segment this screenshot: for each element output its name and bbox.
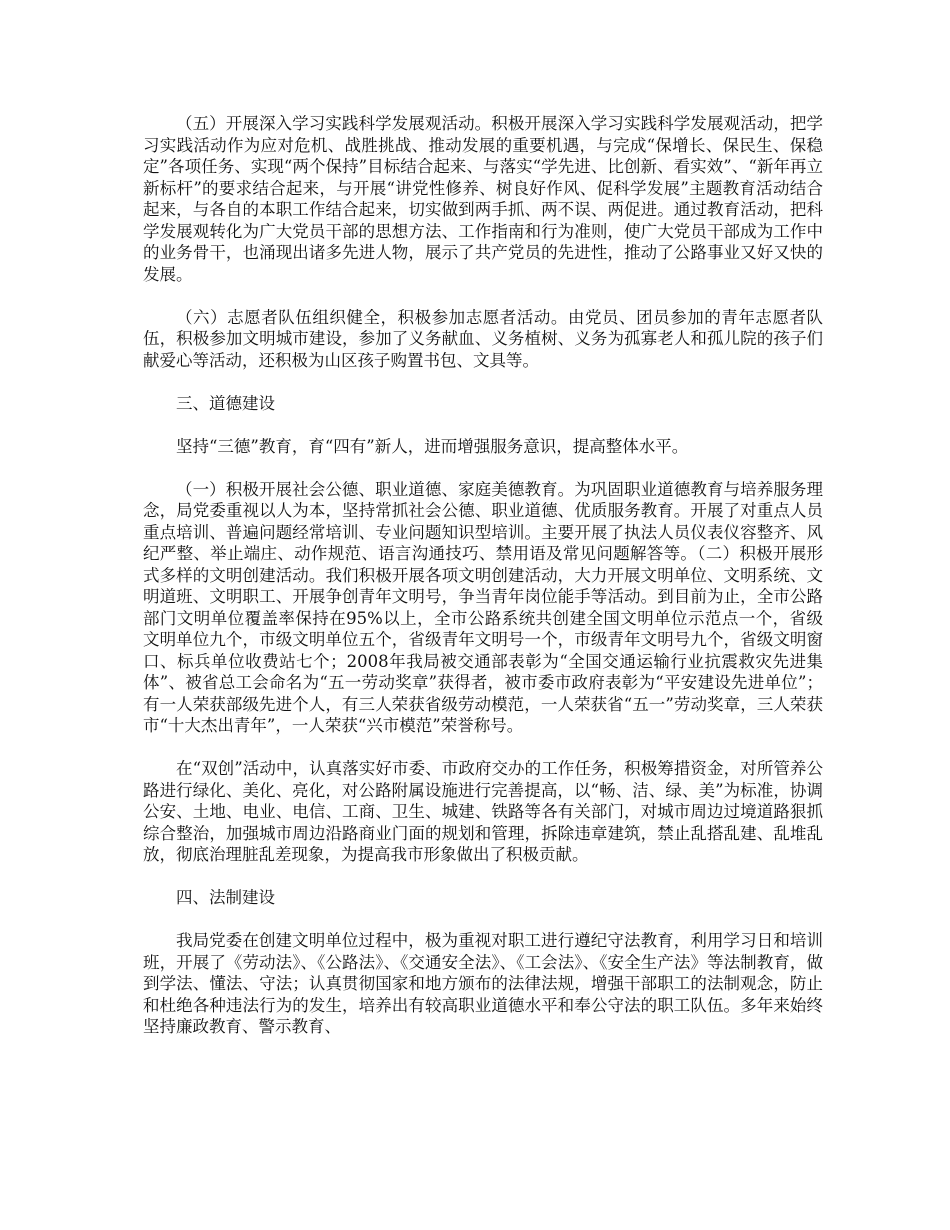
paragraph-three-virtues: 坚持“三德”教育，育“四有”新人，进而增强服务意识，提高整体水平。 [176,436,689,456]
paragraph-civic-ethics-education: （一）积极开展社会公德、职业道德、家庭美德教育。为巩固职业道德教育与培养服务理念，局党委重视以人为本，坚持常抓社会公德、职业道德、优质服务教育。开展了对重点人员重点培训、普遍问题经常培训、专业问题知识型培训。主要开展了执法人员仪表仪容整齐、风纪严整、举止端庄、动作规范、语言沟通技巧、禁用语及常见问题解答等。（二）积极开展形式多样的文明创建活动。我们积极开展各项文明创建活动，大力开展文明单位、文明系统、文明道班、文明职工、开展争创青年文明号，争当青年岗位能手等活动。到目前为止，全市公路部门文明单位覆盖率保持在95%以上，全市公路系统共创建全国文明单位示范点一个，省级文明单位九个，市级文明单位五个，省级青年文明号一个，市级青年文明号九个，省级文明窗口、标兵单位收费站七个；2008年我局被交通部表彰为“全国交通运输行业抗震救灾先进集体”、被省总工会命名为“五一劳动奖章”获得者，被市委市政府表彰为“平安建设先进单位”；有一人荣获部级先进个人，有三人荣获省级劳动模范，一人荣获省“五一”劳动奖章，三人荣获市“十大杰出青年”，一人荣获“兴市模范”荣誉称号。 [143,479,823,735]
paragraph-legal-education: 我局党委在创建文明单位过程中，极为重视对职工进行遵纪守法教育，利用学习日和培训班，开展了《劳动法》、《公路法》、《交通安全法》、《工会法》、《安全生产法》等法制教育，做到学法、懂法、守法；认真贯彻国家和地方颁布的法律法规，增强干部职工的法制观念，防止和杜绝各种违法行为的发生，培养出有较高职业道德水平和奉公守法的职工队伍。多年来始终坚持廉政教育、警示教育、 [143,931,823,1036]
paragraph-six-volunteers: （六）志愿者队伍组织健全，积极参加志愿者活动。由党员、团员参加的青年志愿者队伍，积极参加文明城市建设，参加了义务献血、义务植树、义务为孤寡老人和孤儿院的孩子们献爱心等活动，还积极为山区孩子购置书包、文具等。 [143,307,823,370]
document-body [143,113,823,1059]
paragraph-five-study-practice: （五）开展深入学习实践科学发展观活动。积极开展深入学习实践科学发展观活动，把学习实践活动作为应对危机、战胜挑战、推动发展的重要机遇，与完成“保增长、保民生、保稳定”各项任务、实现“两个保持”目标结合起来、与落实“学先进、比创新、看实效”、“新年再立新标杆”的要求结合起来，与开展“讲党性修养、树良好作风、促科学发展”主题教育活动结合起来，与各自的本职工作结合起来，切实做到两手抓、两不误、两促进。通过教育活动，把科学发展观转化为广大党员干部的思想方法、工作指南和行为准则，使广大党员干部成为工作中的业务骨干，也涌现出诸多先进人物，展示了共产党员的先进性，推动了公路事业又好又快的发展。 [143,114,823,284]
paragraph-double-creation: 在“双创”活动中，认真落实好市委、市政府交办的工作任务，积极筹措资金，对所管养公路进行绿化、美化、亮化，对公路附属设施进行完善提高，以“畅、洁、绿、美”为标准，协调公安、土地、电业、电信、工商、卫生、城建、铁路等各有关部门，对城市周边过境道路狠抓综合整治，加强城市周边沿路商业门面的规划和管理，拆除违章建筑，禁止乱搭乱建、乱堆乱放，彻底治理脏乱差现象，为提高我市形象做出了积极贡献。 [143,759,823,864]
section-heading-legal-construction: 四、法制建设 [176,888,275,907]
section-heading-moral-construction: 三、道德建设 [176,393,275,413]
